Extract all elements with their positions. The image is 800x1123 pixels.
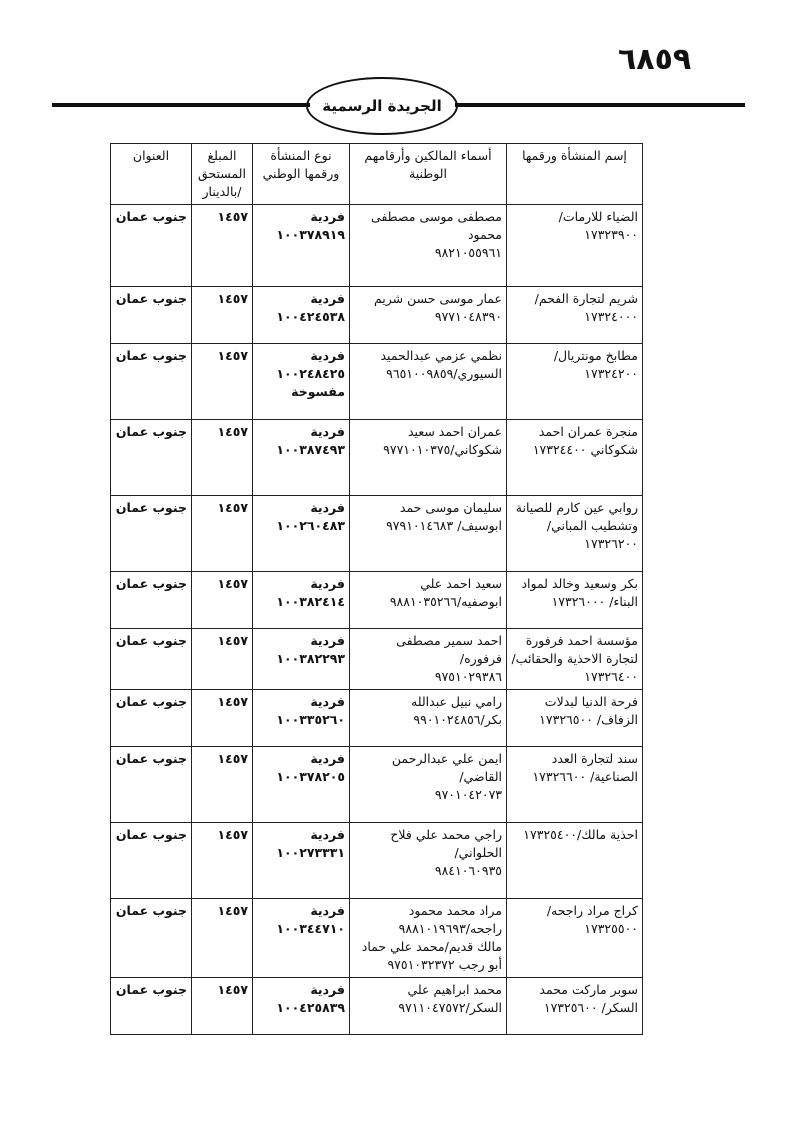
owner-line: ٩٨٢١٠٥٥٩٦١ — [434, 245, 502, 260]
facility-name-cell: كراج مراد راجحه/١٧٣٢٥٥٠٠ — [507, 899, 643, 978]
owners-cell — [350, 690, 507, 747]
type-line: ١٠٠٤٢٤٥٣٨ — [276, 309, 345, 324]
owners-cell — [350, 823, 507, 899]
owner-line: ابوسيف/ ٩٧٩١٠١٤٦٨٣ — [386, 518, 502, 533]
type-line: ١٠٠٢٤٨٤٢٥ — [276, 366, 345, 381]
owner-line: راجحه/٩٨٨١٠١٩٦٩٣ — [398, 921, 502, 936]
owner-line: عمران احمد سعيد — [407, 424, 502, 439]
facility-type-cell — [253, 344, 350, 420]
type-line: فردية — [310, 694, 345, 709]
owner-line: ٩٧٧١٠٤٨٣٩٠ — [434, 309, 502, 324]
facility-name-cell: فرحة الدنيا لبدلات الزفاف/ ١٧٣٢٦٥٠٠ — [507, 690, 643, 747]
fee-cell: ١٤٥٧ — [192, 823, 253, 899]
facility-type-cell — [253, 747, 350, 823]
owner-line: سعيد احمد علي — [420, 576, 502, 591]
table-row — [111, 205, 643, 287]
fee-cell: ١٤٥٧ — [192, 205, 253, 287]
owner-line: ٩٨٤١٠٦٠٩٣٥ — [434, 863, 502, 878]
table-row — [111, 629, 643, 690]
address-cell: جنوب عمان — [111, 572, 192, 629]
facility-type-cell — [253, 420, 350, 496]
table-row — [111, 978, 643, 1035]
owner-line: ابوصفيه/٩٨٨١٠٣٥٢٦٦ — [389, 594, 502, 609]
registry-table — [110, 143, 643, 1035]
type-line: فردية — [310, 903, 345, 918]
header-rule-right — [455, 103, 745, 107]
fee-cell: ١٤٥٧ — [192, 978, 253, 1035]
facility-type-cell — [253, 287, 350, 344]
facility-type-cell — [253, 978, 350, 1035]
owner-line: سليمان موسى حمد — [399, 500, 502, 515]
facility-name-cell: بكر وسعيد وخالد لمواد البناء/ ١٧٣٢٦٠٠٠ — [507, 572, 643, 629]
header-rule-left — [52, 103, 310, 107]
facility-name-cell: احذية مالك/١٧٣٢٥٤٠٠ — [507, 823, 643, 899]
facility-name-cell: شريم لتجارة الفحم/ ١٧٣٢٤٠٠٠ — [507, 287, 643, 344]
column-header-name: إسم المنشأة ورقمها — [507, 144, 643, 205]
facility-name-cell: منجرة عمران احمد شكوكاني ١٧٣٢٤٤٠٠ — [507, 420, 643, 496]
address-cell: جنوب عمان — [111, 420, 192, 496]
address-cell: جنوب عمان — [111, 690, 192, 747]
type-line: ١٠٠٢٦٠٤٨٣ — [276, 518, 345, 533]
type-line: فردية — [310, 291, 345, 306]
facility-name-cell: مطابخ مونتريال/١٧٣٢٤٢٠٠ — [507, 344, 643, 420]
facility-type-cell — [253, 899, 350, 978]
owners-cell — [350, 572, 507, 629]
column-header-type: نوع المنشأة ورقمها الوطني — [253, 144, 350, 205]
address-cell: جنوب عمان — [111, 205, 192, 287]
address-cell: جنوب عمان — [111, 978, 192, 1035]
fee-cell: ١٤٥٧ — [192, 344, 253, 420]
type-line: ١٠٠٣٧٨٢٠٥ — [276, 769, 345, 784]
type-line: ١٠٠٤٢٥٨٣٩ — [276, 1000, 345, 1015]
type-line: ١٠٠٣٨٢٤١٤ — [276, 594, 345, 609]
facility-name-cell: روابي عين كارم للصيانة وتشطيب المباني/١٧٣٢٦٢٠٠ — [507, 496, 643, 572]
fee-cell: ١٤٥٧ — [192, 747, 253, 823]
fee-cell: ١٤٥٧ — [192, 629, 253, 690]
type-line: ١٠٠٢٧٣٣٣١ — [276, 845, 345, 860]
table-row — [111, 823, 643, 899]
owner-line: السيوري/٩٦٥١٠٠٩٨٥٩ — [386, 366, 502, 381]
facility-type-cell — [253, 690, 350, 747]
table-row — [111, 287, 643, 344]
table-body — [111, 205, 643, 1035]
facility-name-cell: سند لتجارة العدد الصناعية/ ١٧٣٢٦٦٠٠ — [507, 747, 643, 823]
owner-line: مالك قديم/محمد علي حماد — [361, 939, 502, 954]
owner-line: الحلواني/ — [454, 845, 502, 860]
fee-cell: ١٤٥٧ — [192, 690, 253, 747]
type-line: فردية — [310, 576, 345, 591]
owners-cell — [350, 978, 507, 1035]
facility-type-cell — [253, 823, 350, 899]
fee-cell: ١٤٥٧ — [192, 496, 253, 572]
table-row — [111, 747, 643, 823]
type-line: فردية — [310, 751, 345, 766]
owner-line: أبو رجب ٩٧٥١٠٣٢٣٧٢ — [387, 957, 502, 972]
fee-cell: ١٤٥٧ — [192, 420, 253, 496]
type-line: مفسوخة — [291, 384, 345, 399]
type-line: فردية — [310, 424, 345, 439]
facility-type-cell — [253, 629, 350, 690]
type-line: ١٠٠٣٤٤٧١٠ — [276, 921, 345, 936]
type-line: فردية — [310, 633, 345, 648]
type-line: فردية — [310, 982, 345, 997]
page-number: ٦٨٥٩ — [618, 42, 692, 77]
owners-cell — [350, 629, 507, 690]
column-header-fee: المبلغ المستحق /بالدينار — [192, 144, 253, 205]
owner-line: السكر/٩٧١١٠٤٧٥٧٢ — [398, 1000, 502, 1015]
owner-line: ٩٧٥١٠٢٩٣٨٦ — [434, 669, 502, 684]
table-row — [111, 420, 643, 496]
address-cell: جنوب عمان — [111, 496, 192, 572]
owners-cell — [350, 496, 507, 572]
type-line: فردية — [310, 348, 345, 363]
address-cell: جنوب عمان — [111, 344, 192, 420]
column-header-owners: أسماء المالكين وأرقامهم الوطنية — [350, 144, 507, 205]
owner-line: ايمن علي عبدالرحمن — [391, 751, 502, 766]
gazette-title-oval — [306, 77, 458, 135]
owners-cell — [350, 205, 507, 287]
facility-type-cell — [253, 572, 350, 629]
table-header-row — [111, 144, 643, 205]
facility-name-cell: سوبر ماركت محمد السكر/ ١٧٣٢٥٦٠٠ — [507, 978, 643, 1035]
column-header-address: العنوان — [111, 144, 192, 205]
owner-line: محمد ابراهيم علي — [407, 982, 502, 997]
owner-line: رامي نبيل عبدالله — [411, 694, 502, 709]
owner-line: نظمي عزمي عبدالحميد — [380, 348, 502, 363]
gazette-title: الجريدة الرسمية — [322, 97, 442, 115]
table-row — [111, 496, 643, 572]
type-line: ١٠٠٣٣٥٢٦٠ — [276, 712, 345, 727]
owners-cell — [350, 420, 507, 496]
table-row — [111, 344, 643, 420]
table-row — [111, 572, 643, 629]
facility-name-cell: مؤسسة احمد فرفورة لتجارة الاحذية والحقائب/١٧٣٢٦٤٠٠ — [507, 629, 643, 690]
owners-cell — [350, 747, 507, 823]
address-cell: جنوب عمان — [111, 629, 192, 690]
owner-line: ٩٧٠١٠٤٢٠٧٣ — [434, 787, 502, 802]
table-row — [111, 899, 643, 978]
owner-line: عمار موسى حسن شريم — [373, 291, 502, 306]
owner-line: مراد محمد محمود — [408, 903, 502, 918]
type-line: ١٠٠٣٨٢٢٩٣ — [276, 651, 345, 666]
type-line: ١٠٠٣٧٨٩١٩ — [276, 227, 345, 242]
owners-cell — [350, 287, 507, 344]
owner-line: احمد سمير مصطفى — [396, 633, 502, 648]
address-cell: جنوب عمان — [111, 287, 192, 344]
owner-line: القاضي/ — [459, 769, 502, 784]
address-cell: جنوب عمان — [111, 899, 192, 978]
type-line: فردية — [310, 500, 345, 515]
owners-cell — [350, 899, 507, 978]
owner-line: فرفوره/ — [459, 651, 502, 666]
type-line: فردية — [310, 209, 345, 224]
owner-line: مصطفى موسى مصطفى — [370, 209, 502, 224]
facility-type-cell — [253, 496, 350, 572]
owners-cell — [350, 344, 507, 420]
type-line: ١٠٠٣٨٧٤٩٣ — [276, 442, 345, 457]
table-row — [111, 690, 643, 747]
fee-cell: ١٤٥٧ — [192, 572, 253, 629]
owner-line: بكر/٩٩٠١٠٢٤٨٥٦ — [413, 712, 502, 727]
facility-type-cell — [253, 205, 350, 287]
fee-cell: ١٤٥٧ — [192, 899, 253, 978]
owner-line: شكوكاني/٩٧٧١٠١٠٣٧٥ — [383, 442, 502, 457]
owner-line: محمود — [467, 227, 502, 242]
fee-cell: ١٤٥٧ — [192, 287, 253, 344]
type-line: فردية — [310, 827, 345, 842]
address-cell: جنوب عمان — [111, 747, 192, 823]
address-cell: جنوب عمان — [111, 823, 192, 899]
owner-line: راجي محمد علي فلاح — [390, 827, 502, 842]
facility-name-cell: الضياء للارمات/ ١٧٣٢٣٩٠٠ — [507, 205, 643, 287]
